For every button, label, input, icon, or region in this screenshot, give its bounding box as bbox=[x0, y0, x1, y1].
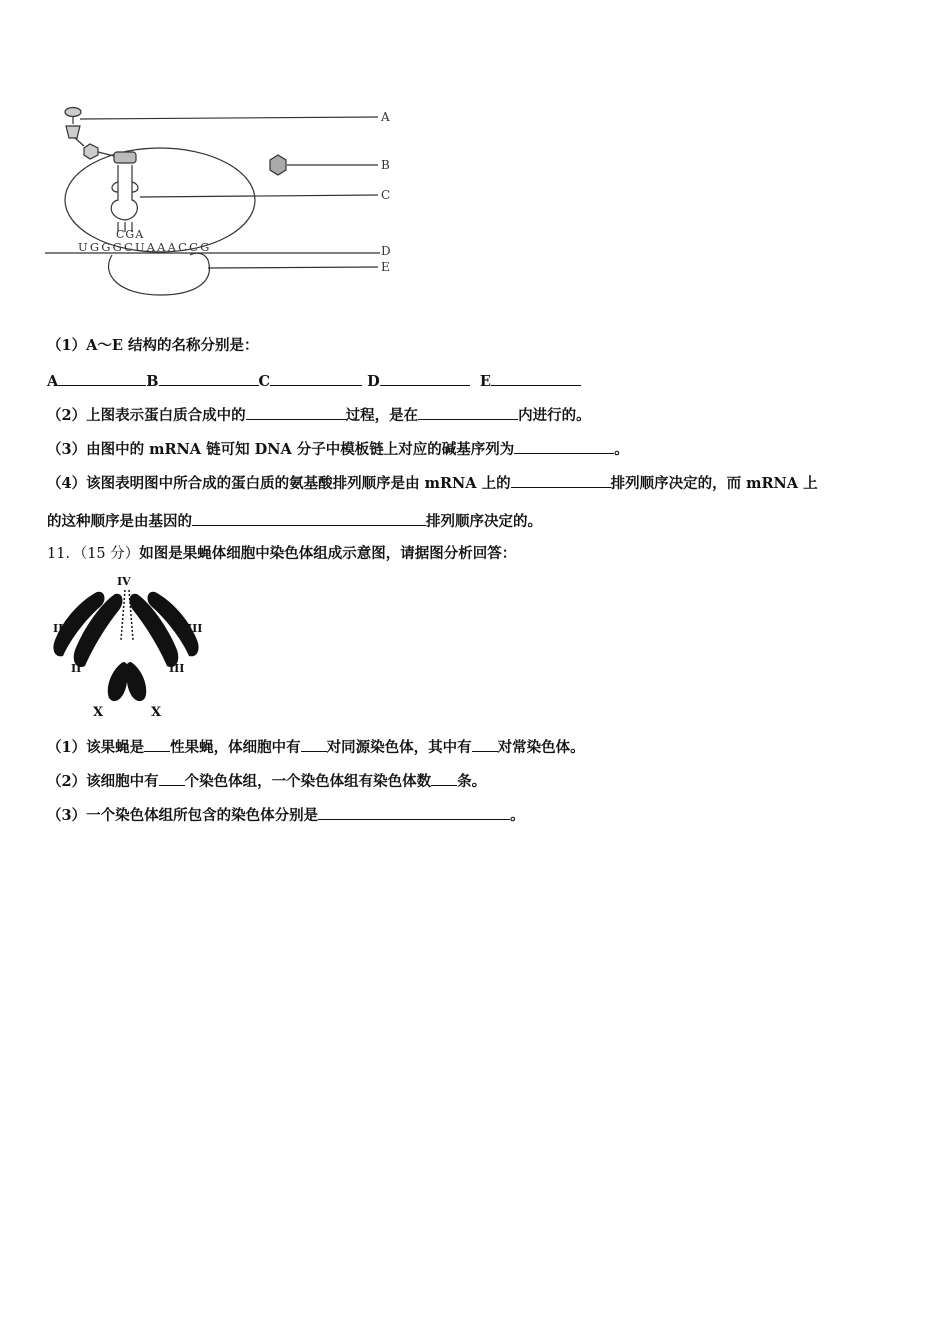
label-a: A bbox=[381, 110, 390, 124]
q10-part2: （2）上图表示蛋白质合成中的 过程，是在 内进行的。 bbox=[47, 404, 591, 426]
label-c: C bbox=[381, 188, 391, 202]
q11-part2: （2）该细胞中有 个染色体组，一个染色体组有染色体数 条。 bbox=[47, 770, 486, 792]
answer-blank-gene-order[interactable] bbox=[192, 510, 426, 526]
q10-part1-blanks: A B C D E bbox=[47, 370, 581, 392]
anticodon: CGA bbox=[116, 228, 145, 241]
chromosome-x-left bbox=[108, 662, 128, 701]
q10-part4: （4）该图表明图中所合成的蛋白质的氨基酸排列顺序是由 mRNA 上的 排列顺序决定的，而 mRNA 上 bbox=[47, 472, 818, 494]
q11-part3: （3）一个染色体组所包含的染色体分别是 。 bbox=[47, 804, 525, 826]
q10-part1: （1）A～E 结构的名称分别是： bbox=[47, 337, 259, 354]
amino-acid-top bbox=[65, 108, 81, 117]
answer-blank-count[interactable] bbox=[431, 770, 457, 786]
ribosome-large-subunit bbox=[65, 148, 255, 252]
label-b: B bbox=[381, 158, 390, 172]
answer-blank-sex[interactable] bbox=[144, 736, 170, 752]
fruitfly-chromosome-diagram bbox=[45, 570, 210, 722]
answer-blank-chromosome-set[interactable] bbox=[318, 804, 510, 820]
label-e: E bbox=[381, 260, 390, 274]
answer-blank-b[interactable] bbox=[159, 370, 259, 386]
label-iii-right: III bbox=[187, 622, 203, 635]
chromosome-x-right bbox=[126, 662, 146, 701]
label-ii-left: II bbox=[53, 622, 64, 635]
answer-blank-location[interactable] bbox=[418, 404, 518, 420]
label-iii-lower: III bbox=[169, 662, 185, 675]
answer-blank-sequence[interactable] bbox=[514, 438, 614, 454]
q11-header: 11．（15 分）如图是果蝇体细胞中染色体组成示意图，请据图分析回答： bbox=[47, 545, 517, 562]
answer-blank-a[interactable] bbox=[58, 370, 146, 386]
mrna-sequence: UGGGCUAAACCG bbox=[78, 240, 212, 254]
answer-blank-e[interactable] bbox=[491, 370, 581, 386]
translation-diagram bbox=[40, 100, 410, 305]
answer-blank-homologous[interactable] bbox=[301, 736, 327, 752]
label-x-right: X bbox=[151, 705, 162, 720]
answer-blank-process[interactable] bbox=[246, 404, 346, 420]
q10-part4-continued: 的这种顺序是由基因的 排列顺序决定的。 bbox=[47, 510, 542, 532]
label-iv: IV bbox=[117, 575, 131, 588]
answer-blank-autosomes[interactable] bbox=[472, 736, 498, 752]
label-d: D bbox=[381, 244, 391, 258]
label-x-left: X bbox=[93, 705, 104, 720]
q10-part3: （3）由图中的 mRNA 链可知 DNA 分子中模板链上对应的碱基序列为 。 bbox=[47, 438, 629, 460]
answer-blank-mrna-order[interactable] bbox=[511, 472, 611, 488]
q11-part1: （1）该果蝇是 性果蝇，体细胞中有 对同源染色体，其中有 对常染色体。 bbox=[47, 736, 585, 758]
amino-acid-attached bbox=[114, 152, 136, 163]
ribosome-small-subunit bbox=[109, 253, 210, 295]
answer-blank-c[interactable] bbox=[270, 370, 362, 386]
answer-blank-d[interactable] bbox=[380, 370, 470, 386]
answer-blank-sets[interactable] bbox=[159, 770, 185, 786]
free-amino-acid bbox=[270, 155, 286, 175]
label-ii-lower: II bbox=[71, 662, 82, 675]
